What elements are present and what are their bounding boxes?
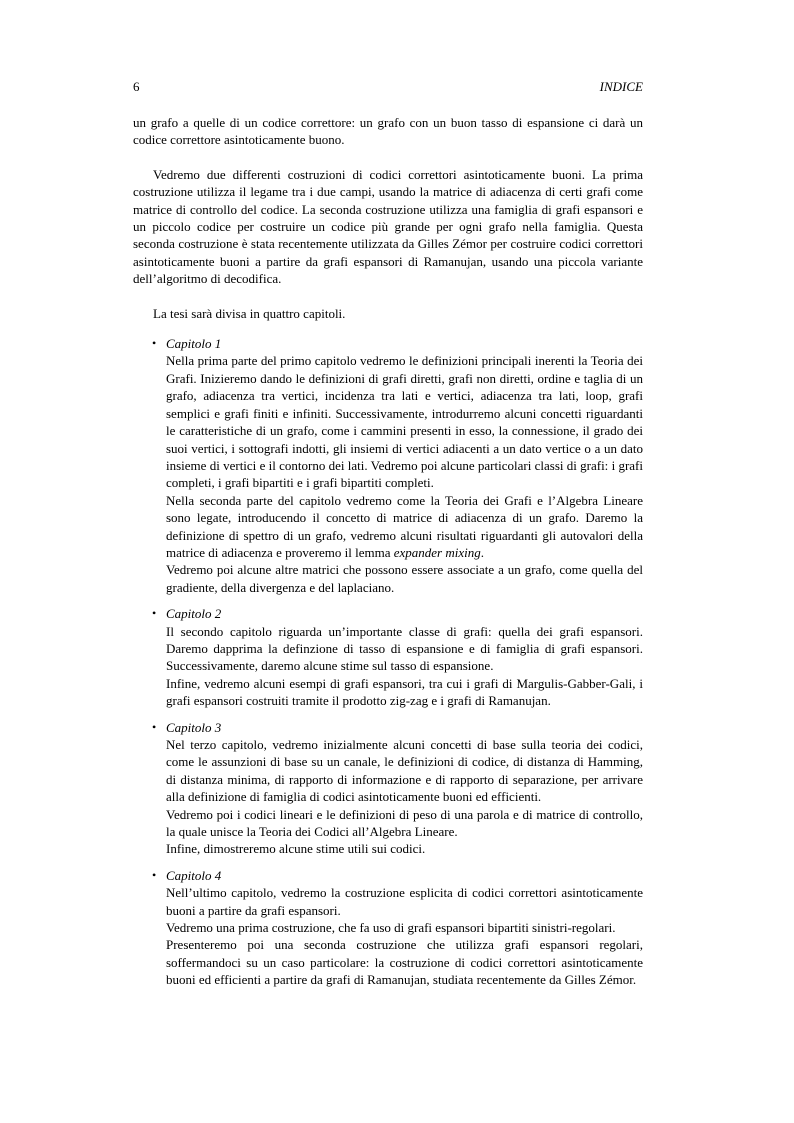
- chapter-paragraph: Infine, vedremo alcuni esempi di grafi espansori, tra cui i grafi di Margulis-Gabber-Gali, i grafi espansori costruiti tramite il prodotto zig-zag e i grafi di Ramanujan.: [166, 675, 643, 709]
- chapter-title: Capitolo 3: [166, 719, 222, 735]
- paragraph-continuation: un grafo a quelle di un codice correttore: un grafo con un buon tasso di espansione ci darà un codice correttore asintoticamente buono.: [133, 115, 643, 148]
- bullet-icon: •: [152, 606, 157, 621]
- paragraph-constructions: Vedremo due differenti costruzioni di codici correttori asintoticamente buoni. La prima costruzione utilizza il legame tra i due campi, usando la matrice di adiacenza di certi grafi come matrice di controllo del codice. La seconda costruzione utilizza una famiglia di grafi espansori e un piccolo codice per costruire un codice più grande per ogni grafo nella famiglia. Questa seconda costruzione è stata recentemente utilizzata da Gilles Zémor per costruire codici correttori asintoticamente buoni a partire da grafi espansori di Ramanujan, usando una piccola variante dell’algoritmo di decodifica.: [133, 166, 643, 287]
- chapter-paragraph: Nel terzo capitolo, vedremo inizialmente alcuni concetti di base sulla teoria dei codici, come le assunzioni di base su un canale, le definizioni di codice, di distanza di Hamming, di distanza minima, di rapporto di informazione e di rapporto di separazione, per arrivare alla definizione di famiglia di codici asintoticamente buoni ed efficienti.: [166, 737, 643, 805]
- chapter-title: Capitolo 4: [166, 867, 222, 883]
- bullet-icon: •: [152, 867, 157, 882]
- chapter-paragraph: Nella prima parte del primo capitolo vedremo le definizioni principali inerenti la Teoria dei Grafi. Inizieremo dando le definizioni di grafi diretti, grafi non diretti, ordine e taglia di un grafo, adiacenza tra vertici, incidenza tra lati e vertici, adiacenza tra lati, loop, grafi semplici e grafi finiti e infiniti. Successivamente, introdurremo alcuni concetti riguardanti le caratteristiche di un grafo, come i cammini presenti in esso, la connessione, il grado dei suoi vertici, i sottografi indotti, gli insiemi di vertici adiacenti a un dato vertice o a un dato insieme di vertici e il contorno dei lati. Vedremo poi alcune particolari classi di grafi: i grafi completi, i grafi bipartiti e i grafi bipartiti completi.: [166, 353, 643, 491]
- paragraph-thesis-outline: La tesi sarà divisa in quattro capitoli.: [153, 305, 346, 321]
- list-item-chapter-2: [133, 605, 643, 709]
- chapter-text: Nella seconda parte del capitolo vedremo come la Teoria dei Grafi e l’Algebra Lineare sono legate, introducendo il concetto di matrice di adiacenza di un grafo. Daremo la definizione di spettro di un grafo, vedremo alcuni risultati riguardanti gli autovalori della matrice di adiacenza e proveremo il lemma: [166, 492, 643, 560]
- page-body: [133, 114, 643, 998]
- chapter-paragraph: Vedremo poi i codici lineari e le definizioni di peso di una parola e di matrice di controllo, la quale unisce la Teoria dei Codici all’Algebra Lineare.: [166, 806, 643, 840]
- chapter-paragraph: [166, 492, 643, 562]
- list-item-chapter-1: [133, 335, 643, 596]
- emphasis-term: expander mixing: [393, 544, 481, 560]
- bullet-icon: •: [152, 336, 157, 351]
- chapter-paragraph: Vedremo una prima costruzione, che fa uso di grafi espansori bipartiti sinistri-regolari.: [166, 920, 616, 936]
- page-number: 6: [133, 79, 140, 94]
- chapter-text: .: [480, 544, 485, 560]
- bullet-icon: •: [152, 719, 157, 734]
- chapter-list: [133, 335, 643, 989]
- list-item-chapter-4: [133, 867, 643, 989]
- chapter-paragraph: Presenteremo poi una seconda costruzione che utilizza grafi espansori regolari, soffermandoci su un caso particolare: la costruzione di codici correttori asintoticamente buoni ed efficienti a partire da grafi di Ramanujan, studiata recentemente da Gilles Zémor.: [166, 937, 643, 988]
- chapter-paragraph: Vedremo poi alcune altre matrici che possono essere associate a un grafo, come quella del gradiente, della divergenza e del laplaciano.: [166, 562, 643, 595]
- list-item-chapter-3: [133, 719, 643, 858]
- chapter-title: Capitolo 2: [166, 606, 222, 622]
- running-title: INDICE: [599, 79, 643, 94]
- chapter-paragraph: Nell’ultimo capitolo, vedremo la costruzione esplicita di codici correttori asintoticamente buoni a partire da grafi espansori.: [166, 885, 643, 918]
- chapter-paragraph: Il secondo capitolo riguarda un’importante classe di grafi: quella dei grafi espansori. Daremo dapprima la definzione di tasso di espansione e di famiglia di grafi espansori. Successivamente, daremo alcune stime sul tasso di espansione.: [166, 623, 643, 674]
- chapter-paragraph: Infine, dimostreremo alcune stime utili sui codici.: [166, 841, 426, 857]
- chapter-title: Capitolo 1: [166, 336, 222, 352]
